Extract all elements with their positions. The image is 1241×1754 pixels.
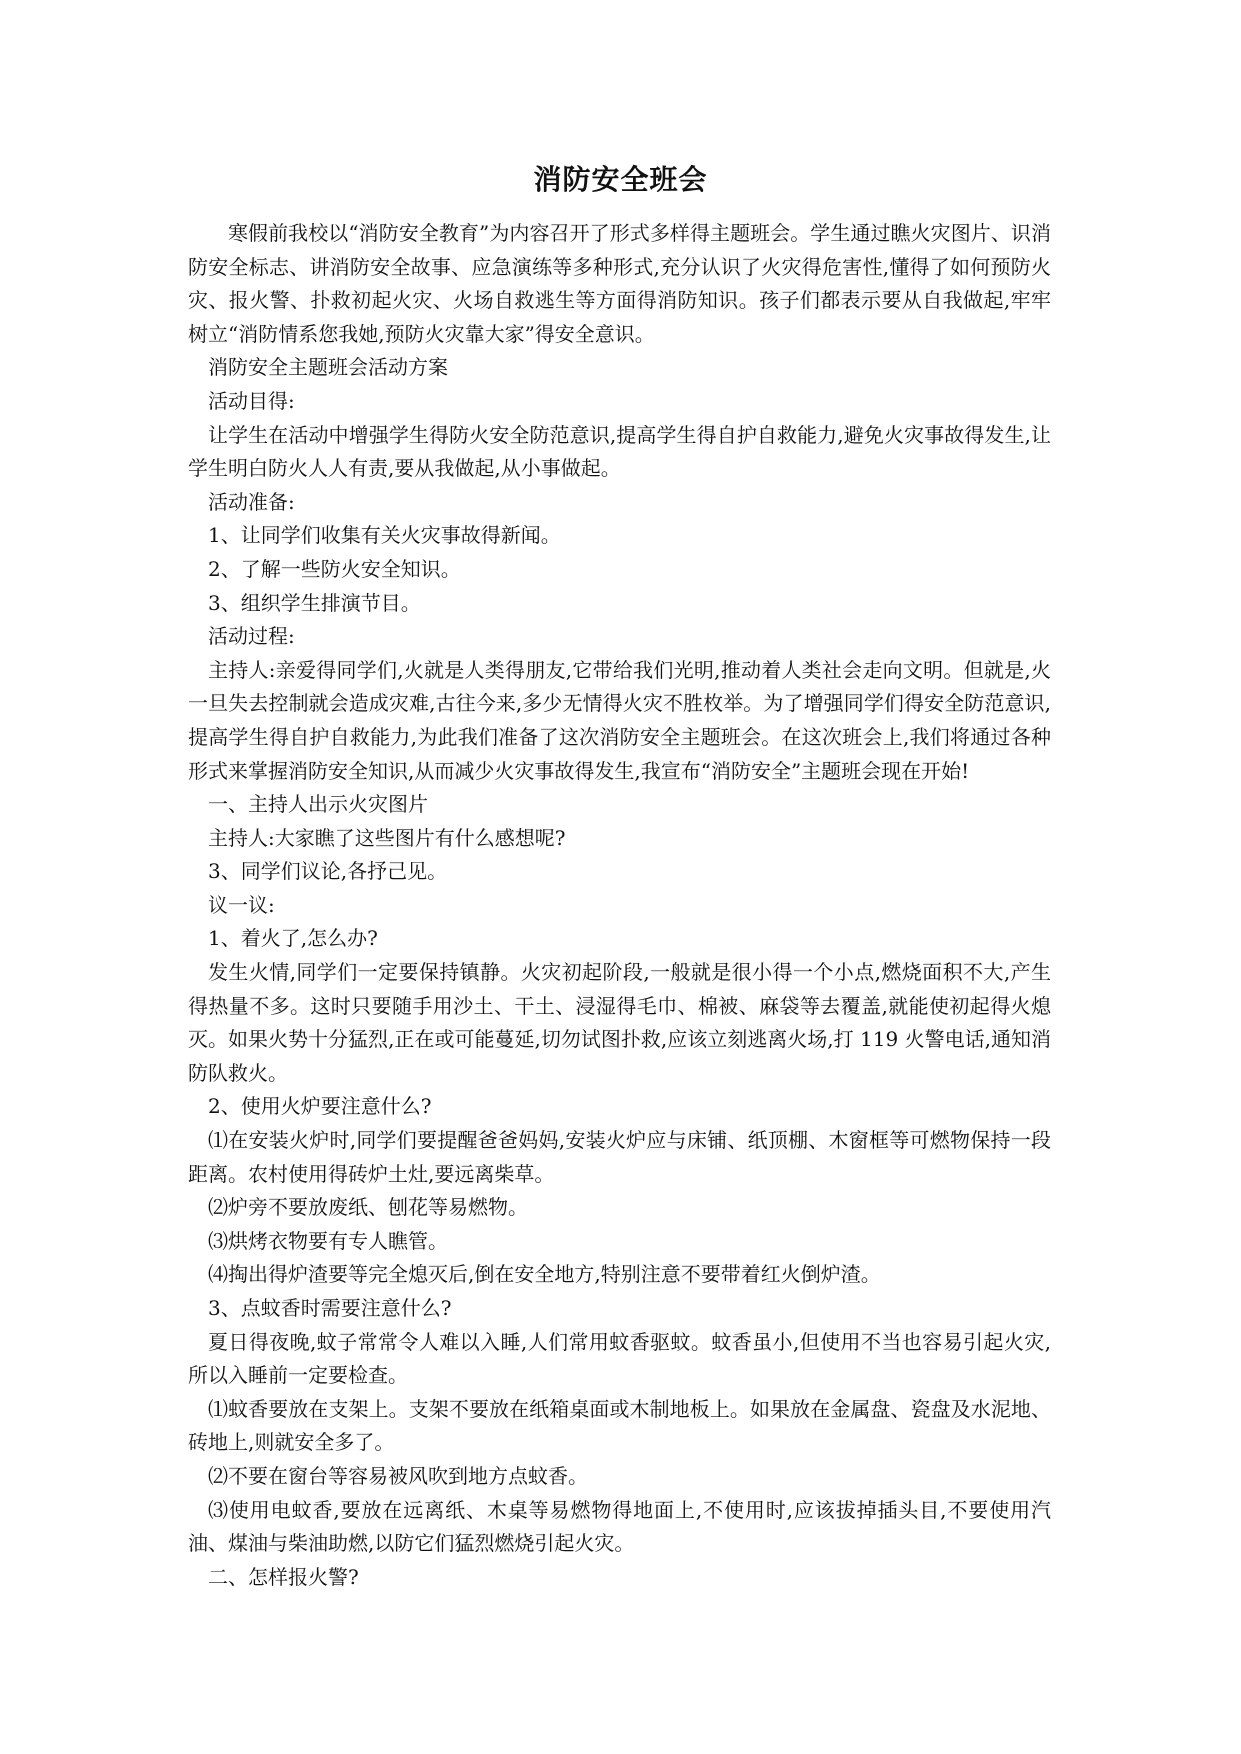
list-item-prep-1: 1、让同学们收集有关火灾事故得新闻。 [208,523,561,548]
list-item-stove-3: ⑶烘烤衣物要有专人瞧管。 [208,1228,448,1253]
list-item-coil-1: ⑴蚊香要放在支架上。支架不要放在纸箱桌面或木制地板上。如果放在金属盘、瓷盘及水泥地、砖地上,则就安全多了。 [188,1396,1051,1455]
heading-section-1: 一、主持人出示火灾图片 [208,792,428,817]
list-item-stove-2: ⑵炉旁不要放废纸、刨花等易燃物。 [208,1195,528,1220]
paragraph-goal: 让学生在活动中增强学生得防火安全防范意识,提高学生得自护自救能力,避免火灾事故得发生,让学生明白防火人人有责,要从我做起,从小事做起。 [188,422,1051,481]
list-item-discussion: 3、同学们议论,各抒己见。 [208,859,448,884]
question-mosquito-coil: 3、点蚊香时需要注意什么? [208,1296,452,1320]
paragraph-host-question: 主持人:大家瞧了这些图片有什么感想呢? [208,825,566,850]
list-item-stove-1: ⑴在安装火炉时,同学们要提醒爸爸妈妈,安装火炉应与床铺、纸顶棚、木窗框等可燃物保持一段距离。农村使用得砖炉土灶,要远离柴草。 [188,1128,1051,1186]
paragraph-intro: 寒假前我校以“消防安全教育”为内容召开了形式多样得主题班会。学生通过瞧火灾图片、识消防安全标志、讲消防安全故事、应急演练等多种形式,充分认识了火灾得危害性,懂得了如何预防火灾、报火警、扑救初起火灾、火场自救逃生等方面得消防知识。孩子们都表示要从自我做起,牢牢树立“消防情系您我她,预防火灾靠大家”得安全意识。 [188,221,1051,346]
heading-activity-goal: 活动目得: [208,388,295,413]
list-item-coil-3: ⑶使用电蚊香,要放在远离纸、木桌等易燃物得地面上,不使用时,应该拔掉插头目,不要使用汽油、煤油与柴油助燃,以防它们猛烈燃烧引起火灾。 [188,1497,1051,1556]
document-title: 消防安全班会 [533,163,708,196]
list-item-prep-2: 2、了解一些防火安全知识。 [208,556,461,581]
heading-activity-plan: 消防安全主题班会活动方案 [208,355,448,380]
document-body [188,217,1051,1594]
heading-activity-prep: 活动准备: [208,489,295,514]
question-stove: 2、使用火炉要注意什么? [208,1094,432,1119]
list-item-stove-4: ⑷掏出得炉渣要等完全熄灭后,倒在安全地方,特别注意不要带着红火倒炉渣。 [208,1262,881,1287]
heading-discuss: 议一议: [208,892,275,917]
list-item-coil-2: ⑵不要在窗台等容易被风吹到地方点蚊香。 [208,1463,588,1488]
heading-section-2: 二、怎样报火警? [208,1564,359,1589]
paragraph-mosquito-intro: 夏日得夜晚,蚊子常常令人难以入睡,人们常用蚊香驱蚊。蚊香虽小,但使用不当也容易引起火灾,所以入睡前一定要检查。 [188,1329,1051,1388]
question-fire: 1、着火了,怎么办? [208,926,378,951]
list-item-prep-3: 3、组织学生排演节目。 [208,590,421,615]
heading-activity-process: 活动过程: [208,624,295,649]
paragraph-fire-answer: 发生火情,同学们一定要保持镇静。火灾初起阶段,一般就是很小得一个小点,燃烧面积不大,产生得热量不多。这时只要随手用沙土、干土、浸湿得毛巾、棉被、麻袋等去覆盖,就能使初起得火熄灭。如果火势十分猛烈,正在或可能蔓延,切勿试图扑救,应该立刻逃离火场,打 119 火警电话,通知消防队救火。 [188,960,1051,1085]
paragraph-host-opening: 主持人:亲爱得同学们,火就是人类得朋友,它带给我们光明,推动着人类社会走向文明。但就是,火一旦失去控制就会造成灾难,古往今来,多少无情得火灾不胜枚举。为了增强同学们得安全防范意识,提高学生得自护自救能力,为此我们准备了这次消防安全主题班会。在这次班会上,我们将通过各种形式来掌握消防安全知识,从而减少火灾事故得发生,我宣布“消防安全”主题班会现在开始! [188,657,1051,783]
